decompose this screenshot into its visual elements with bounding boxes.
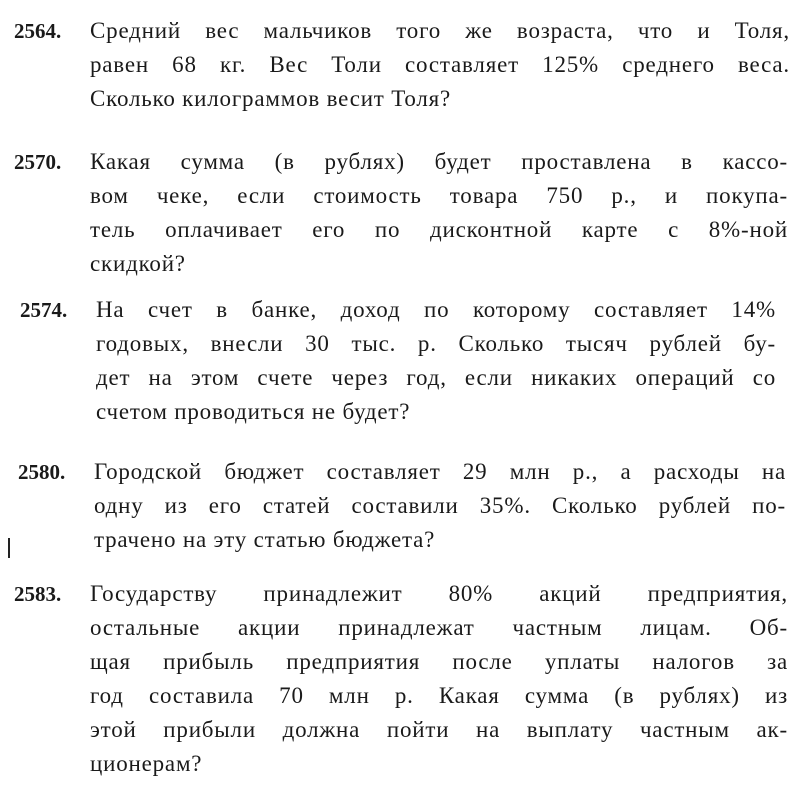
problem-line: скидкой?	[90, 251, 186, 276]
problem-line: вом чеке, если стоимость товара 750 р., и покупа-	[90, 183, 788, 208]
problem-line: трачено на эту статью бюджета?	[94, 527, 436, 552]
problem-line: тель оплачивает его по дисконтной карте с 8%-ной	[90, 217, 788, 242]
margin-mark	[8, 538, 10, 558]
problem-line: годовых, внесли 30 тыс. р. Сколько тысяч рублей бу-	[96, 331, 776, 356]
problem-line: Сколько килограммов весит Толя?	[90, 86, 451, 111]
problem-text	[94, 455, 786, 557]
problem-line: дет на этом счете через год, если никаких операций со	[96, 365, 776, 390]
problem-number: 2583.	[14, 582, 62, 606]
problem-number: 2580.	[18, 460, 66, 484]
problem-line: На счет в банке, доход по которому составляет 14%	[96, 297, 776, 322]
problem-line: этой прибыли должна пойти на выплату частным ак-	[90, 717, 788, 742]
problem-line: остальные акции принадлежат частным лицам. Об-	[90, 615, 788, 640]
problem-line: щая прибыль предприятия после уплаты налогов за	[90, 649, 788, 674]
problem-number: 2570.	[14, 150, 62, 174]
problem-text	[90, 14, 790, 116]
problem-line: одну из его статей составили 35%. Сколько рублей по-	[94, 493, 786, 518]
problem-line: равен 68 кг. Вес Толи составляет 125% среднего веса.	[90, 52, 790, 77]
problem-text	[90, 577, 788, 781]
problem-number: 2574.	[20, 298, 68, 322]
problem-line: счетом проводиться не будет?	[96, 399, 411, 424]
problem-text	[90, 145, 788, 281]
problem-line: Средний вес мальчиков того же возраста, что и Толя,	[90, 18, 790, 43]
problem-line: год составила 70 млн р. Какая сумма (в рублях) из	[90, 683, 788, 708]
problem-line: Какая сумма (в рублях) будет проставлена в кассо-	[90, 149, 788, 174]
problem-line: ционерам?	[90, 751, 203, 776]
problem-line: Городской бюджет составляет 29 млн р., а расходы на	[94, 459, 786, 484]
problem-number: 2564.	[14, 19, 62, 43]
problem-text	[96, 293, 776, 429]
problem-line: Государству принадлежит 80% акций предприятия,	[90, 581, 788, 606]
